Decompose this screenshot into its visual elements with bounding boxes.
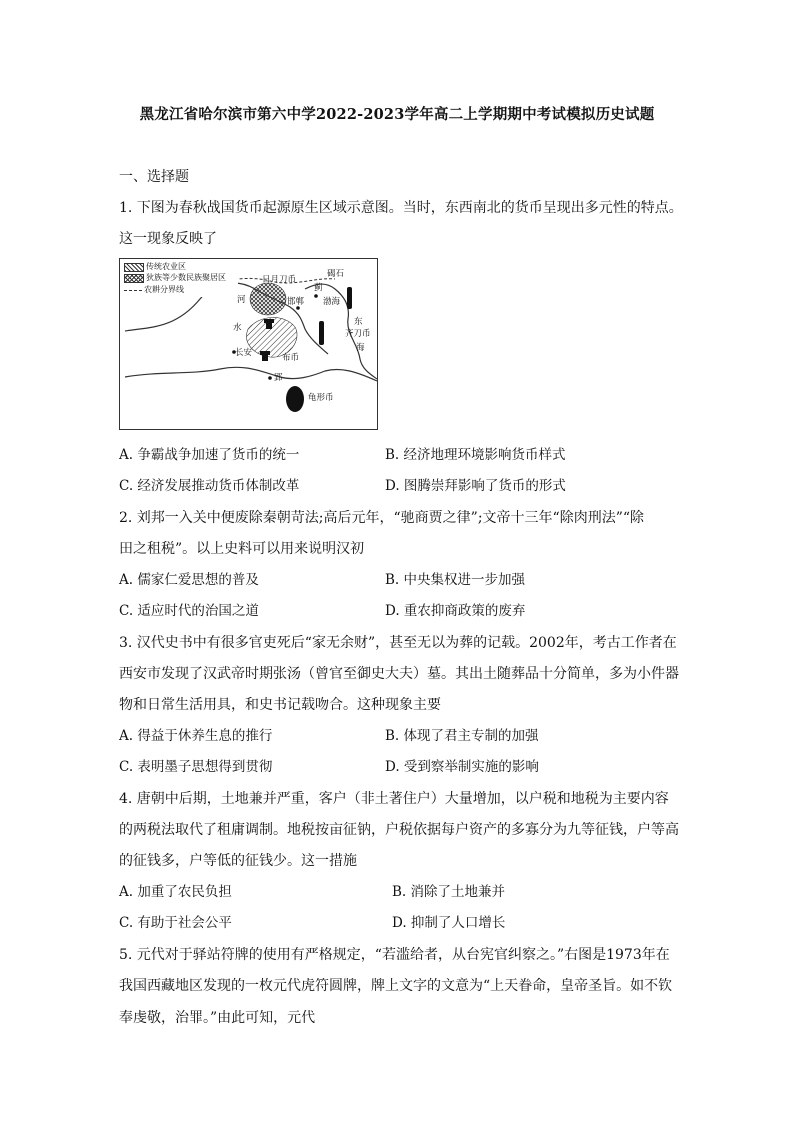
label-qidaobi: 齐刀币 [345, 329, 371, 339]
q3-option-b[interactable]: B. 体现了君主专制的加强 [385, 728, 539, 744]
q5-stem-line3: 奉虔敬，治罪。”由此可知，元代 [119, 1010, 316, 1026]
knife-coin-icon-2 [347, 287, 352, 309]
q1-option-d[interactable]: D. 图腾崇拜影响了货币的形式 [385, 478, 566, 494]
label-bubi: 布币 [282, 353, 300, 363]
q3-option-a[interactable]: A. 得益于休养生息的推行 [119, 728, 273, 744]
q3-stem-line3: 物和日常生活用具，和史书记载吻合。这种现象主要 [119, 697, 441, 713]
label-he: 河 [237, 295, 246, 305]
q4-option-d[interactable]: D. 抑制了人口增长 [392, 915, 506, 931]
q2-option-d[interactable]: D. 重农抑商政策的废弃 [385, 603, 526, 619]
label-guixingbi: 龟形币 [308, 393, 334, 403]
label-riyue: 日月刀币 [262, 275, 297, 285]
q3-stem-line1: 3. 汉代史书中有很多官吏死后“家无余财”，甚至无以为葬的记载。2002年，考古工作者在 [119, 635, 677, 651]
knife-coin-icon [319, 321, 324, 345]
minority-region [250, 283, 286, 315]
label-bohai: 渤海 [323, 297, 341, 307]
q5-stem-line1: 5. 元代对于驿站符牌的使用有严格规定，“若滥给者，从台宪官纠察之。”右图是1973年在 [119, 947, 670, 963]
q4-option-b[interactable]: B. 消除了土地兼并 [392, 884, 506, 900]
q1-option-b[interactable]: B. 经济地理环境影响货币样式 [385, 447, 566, 463]
q5-stem-line2: 我国西藏地区发现的一枚元代虎符圆牌，牌上文字的文意为“上天眷命，皇帝圣旨。如不钦 [119, 978, 673, 994]
label-ji: 蓟 [314, 283, 323, 293]
label-ying: 郢 [274, 373, 283, 383]
q2-stem-line2: 田之租税”。以上史料可以用来说明汉初 [119, 541, 365, 557]
page-title: 黑龙江省哈尔滨市第六中学2022-2023学年高二上学期期中考试模拟历史试题 [139, 106, 655, 123]
q4-option-c[interactable]: C. 有助于社会公平 [119, 915, 232, 931]
legend-boundary: 农耕分界线 [124, 285, 184, 295]
q1-stem-line1: 1. 下图为春秋战国货币起源原生区域示意图。当时，东西南北的货币呈现出多元性的特点。 [119, 200, 683, 216]
label-handan: 邯郸 [287, 297, 305, 307]
label-shui: 水 [233, 323, 242, 333]
q2-option-c[interactable]: C. 适应时代的治国之道 [119, 603, 259, 619]
q1-stem-line2: 这一现象反映了 [119, 231, 217, 247]
q1-option-c[interactable]: C. 经济发展推动货币体制改革 [119, 478, 300, 494]
legend-agri: 传统农业区 [124, 262, 186, 272]
currency-origin-map [119, 258, 378, 430]
label-changan: 长安 [235, 348, 253, 358]
q4-stem-line3: 的征钱多，户等低的征钱少。这一措施 [119, 853, 357, 869]
q2-option-b[interactable]: B. 中央集权进一步加强 [385, 572, 526, 588]
q2-stem-line1: 2. 刘邦一入关中便废除秦朝苛法;高后元年，“驰商贾之律”;文帝十三年“除肉刑法”“除 [119, 510, 645, 526]
section-heading: 一、选择题 [119, 169, 189, 185]
label-dong: 东 [354, 317, 363, 327]
q1-option-a[interactable]: A. 争霸战争加速了货币的统一 [119, 447, 300, 463]
q4-stem-line1: 4. 唐朝中后期，土地兼并严重，客户（非土著住户）大量增加，以户税和地税为主要内容 [119, 791, 669, 807]
q3-stem-line2: 西安市发现了汉武帝时期张汤（曾官至御史大夫）墓。其出土随葬品十分简单，多为小件器 [119, 666, 679, 682]
q4-stem-line2: 的两税法取代了租庸调制。地税按亩征钠，户税依据每户资产的多寡分为九等征钱，户等高 [119, 822, 679, 838]
q3-option-d[interactable]: D. 受到察举制实施的影响 [385, 759, 539, 775]
q4-option-a[interactable]: A. 加重了农民负担 [119, 884, 232, 900]
turtle-coin-icon [286, 386, 304, 412]
label-hai: 海 [356, 343, 365, 353]
legend-minority: 狄族等少数民族聚居区 [124, 273, 226, 283]
q3-option-c[interactable]: C. 表明墨子思想得到贯彻 [119, 759, 273, 775]
q2-option-a[interactable]: A. 儒家仁爱思想的普及 [119, 572, 259, 588]
yangtze-river [125, 367, 377, 381]
label-jieshi: 碣石 [327, 269, 345, 279]
